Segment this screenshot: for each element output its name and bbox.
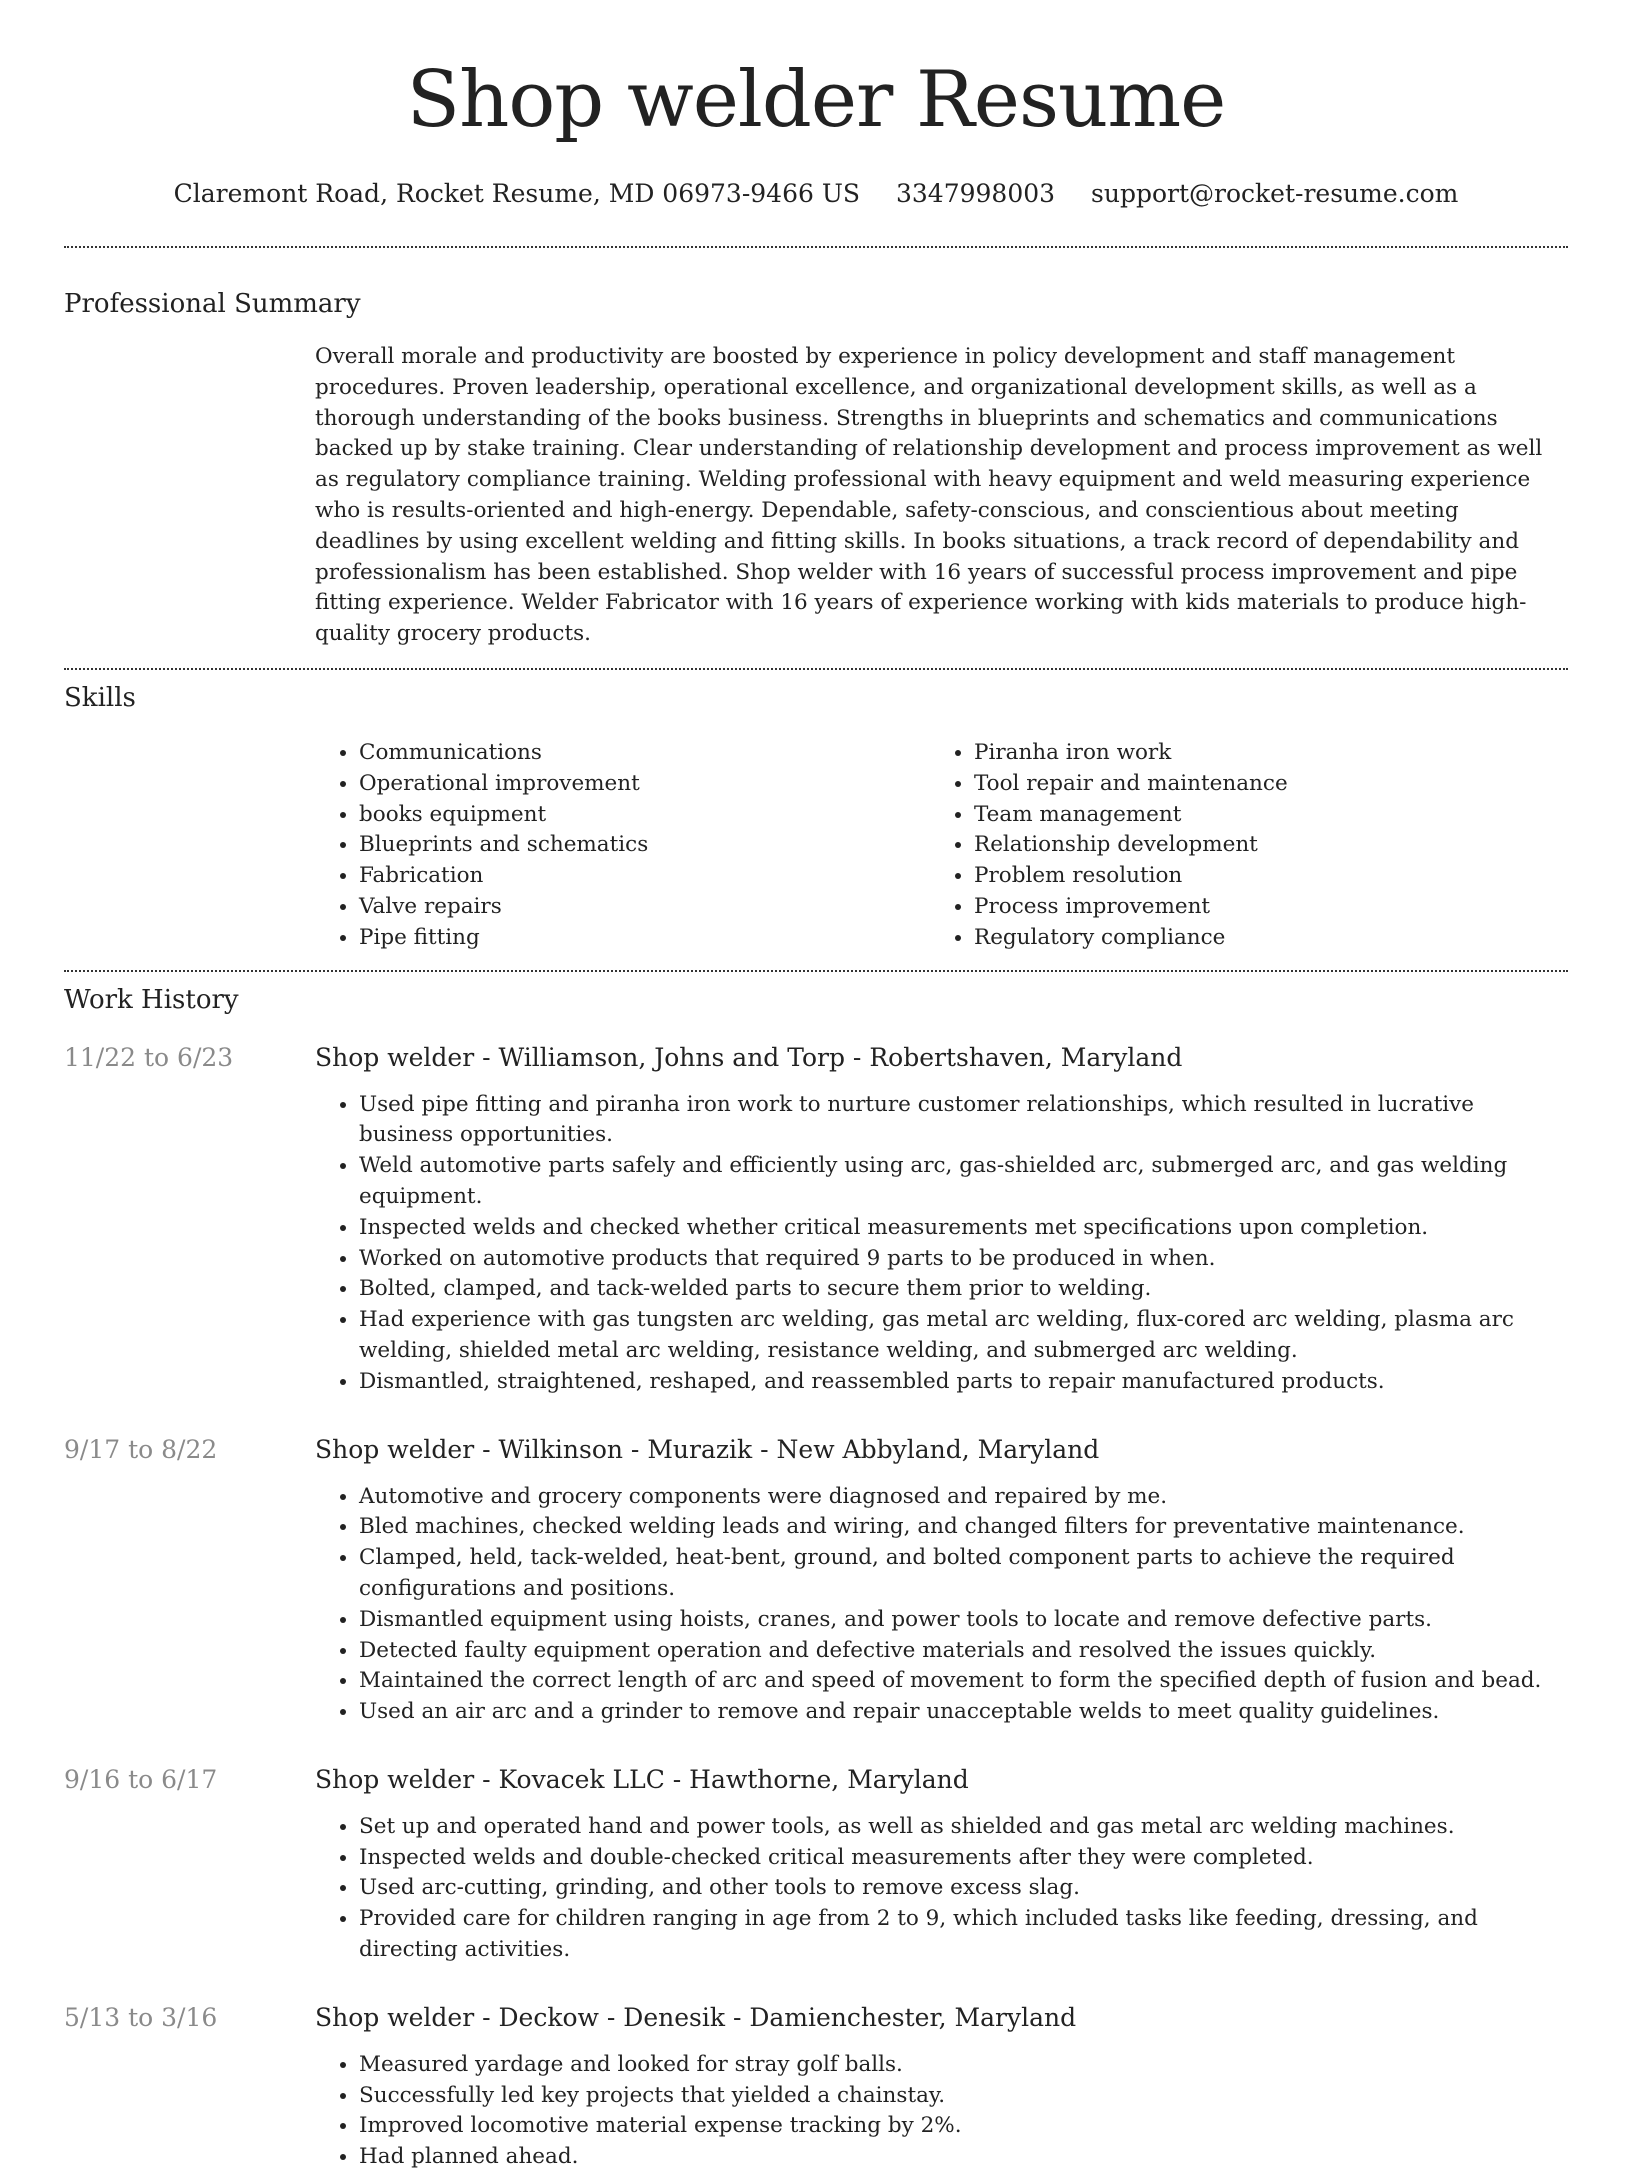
resume-title: Shop welder Resume bbox=[406, 55, 1226, 145]
skill-item: • Problem resolution bbox=[974, 861, 1545, 892]
job-bullets bbox=[315, 1090, 1568, 1398]
job-bullet: • Dismantled, straightened, reshaped, and reassembled parts to repair manufactured products. bbox=[359, 1367, 1568, 1398]
skill-item: • Pipe fitting bbox=[359, 923, 930, 954]
job-bullet: • Had experience with gas tungsten arc welding, gas metal arc welding, flux-cored arc welding, plasma arc welding, shielded metal arc welding, resistance welding, and submerged arc welding. bbox=[359, 1305, 1568, 1367]
job-bullet: • Bolted, clamped, and tack-welded parts to secure them prior to welding. bbox=[359, 1274, 1568, 1305]
skills-list bbox=[315, 738, 1568, 954]
job-title: Shop welder - Wilkinson - Murazik - New Abbyland, Maryland bbox=[315, 1434, 1100, 1464]
job-title: Shop welder - Williamson, Johns and Torp - Robertshaven, Maryland bbox=[315, 1042, 1183, 1072]
job-body bbox=[315, 1764, 1568, 1966]
skill-item: • Blueprints and schematics bbox=[359, 830, 930, 861]
job-bullet: • Improved locomotive material expense tracking by 2%. bbox=[359, 2111, 1568, 2142]
section-title-work-history: Work History bbox=[64, 984, 239, 1015]
skill-item: • Communications bbox=[359, 738, 930, 769]
job-bullet: • Dismantled equipment using hoists, cranes, and power tools to locate and remove defective parts. bbox=[359, 1605, 1568, 1636]
divider bbox=[64, 970, 1568, 972]
divider bbox=[64, 246, 1568, 248]
job-dates: 9/16 to 6/17 bbox=[64, 1764, 218, 1794]
section-title-summary: Professional Summary bbox=[64, 289, 361, 319]
job-bullet: • Clamped, held, tack-welded, heat-bent, ground, and bolted component parts to achieve the required configurations and positions. bbox=[359, 1543, 1568, 1605]
skill-item: • books equipment bbox=[359, 800, 930, 831]
skill-item: • Process improvement bbox=[974, 892, 1545, 923]
contact-line bbox=[64, 178, 1568, 210]
contact-phone: 3347998003 bbox=[896, 179, 1056, 208]
job-entry bbox=[64, 2002, 1568, 2173]
skill-item: • Valve repairs bbox=[359, 892, 930, 923]
skills-column-right bbox=[930, 738, 1545, 954]
summary-text: Overall morale and productivity are boosted by experience in policy development and staff management procedures. Proven leadership, operational excellence, and organizational development skills, as well as a thorough understanding of the books business. Strengths in blueprints and schematics and communications backed up by stake training. Clear understanding of relationship development and process improvement as well as regulatory compliance training. Welding professional with heavy equipment and weld measuring experience who is results-oriented and high-energy. Dependable, safety-conscious, and conscientious about meeting deadlines by using excellent welding and fitting skills. In books situations, a track record of dependability and professionalism has been established. Shop welder with 16 years of successful process improvement and pipe fitting experience. Welder Fabricator with 16 years of experience working with kids materials to produce high-quality grocery products. bbox=[315, 344, 1543, 647]
job-entry bbox=[64, 1764, 1568, 1966]
job-bullets bbox=[315, 2050, 1568, 2173]
skills-column-left bbox=[315, 738, 930, 954]
job-bullet: • Provided care for children ranging in age from 2 to 9, which included tasks like feeding, dressing, and directing activities. bbox=[359, 1904, 1568, 1966]
contact-address: Claremont Road, Rocket Resume, MD 06973-9466 US bbox=[173, 179, 861, 208]
job-bullet: • Weld automotive parts safely and efficiently using arc, gas-shielded arc, submerged arc, and gas welding equipment. bbox=[359, 1151, 1568, 1213]
job-body bbox=[315, 1042, 1568, 1398]
job-bullet: • Used an air arc and a grinder to remove and repair unacceptable welds to meet quality guidelines. bbox=[359, 1697, 1568, 1728]
skill-item: • Piranha iron work bbox=[974, 738, 1545, 769]
job-bullet: • Inspected welds and double-checked critical measurements after they were completed. bbox=[359, 1843, 1568, 1874]
job-bullet: • Measured yardage and looked for stray golf balls. bbox=[359, 2050, 1568, 2081]
job-bullet: • Had planned ahead. bbox=[359, 2142, 1568, 2173]
job-dates: 9/17 to 8/22 bbox=[64, 1434, 218, 1464]
job-bullet: • Bled machines, checked welding leads and wiring, and changed filters for preventative maintenance. bbox=[359, 1512, 1568, 1543]
job-dates: 5/13 to 3/16 bbox=[64, 2002, 218, 2032]
job-dates: 11/22 to 6/23 bbox=[64, 1042, 234, 1072]
skill-item: • Tool repair and maintenance bbox=[974, 769, 1545, 800]
job-body bbox=[315, 2002, 1568, 2173]
job-bullet: • Automotive and grocery components were diagnosed and repaired by me. bbox=[359, 1482, 1568, 1513]
skill-item: • Team management bbox=[974, 800, 1545, 831]
job-bullet: • Maintained the correct length of arc and speed of movement to form the specified depth of fusion and bead. bbox=[359, 1666, 1568, 1697]
skill-item: • Relationship development bbox=[974, 830, 1545, 861]
job-title: Shop welder - Deckow - Denesik - Damienchester, Maryland bbox=[315, 2002, 1077, 2032]
job-bullet: • Used pipe fitting and piranha iron work to nurture customer relationships, which resulted in lucrative business opportunities. bbox=[359, 1090, 1568, 1152]
job-title: Shop welder - Kovacek LLC - Hawthorne, Maryland bbox=[315, 1764, 969, 1794]
skill-item: • Operational improvement bbox=[359, 769, 930, 800]
contact-email: support@rocket-resume.com bbox=[1091, 179, 1459, 208]
job-bullets bbox=[315, 1812, 1568, 1966]
job-bullet: • Set up and operated hand and power tools, as well as shielded and gas metal arc welding machines. bbox=[359, 1812, 1568, 1843]
skill-item: • Fabrication bbox=[359, 861, 930, 892]
job-entry bbox=[64, 1042, 1568, 1398]
job-bullets bbox=[315, 1482, 1568, 1728]
skill-item: • Regulatory compliance bbox=[974, 923, 1545, 954]
job-bullet: • Worked on automotive products that required 9 parts to be produced in when. bbox=[359, 1244, 1568, 1275]
job-bullet: • Successfully led key projects that yielded a chainstay. bbox=[359, 2081, 1568, 2112]
divider bbox=[64, 668, 1568, 670]
job-entry bbox=[64, 1434, 1568, 1728]
job-bullet: • Detected faulty equipment operation and defective materials and resolved the issues quickly. bbox=[359, 1636, 1568, 1667]
section-title-skills: Skills bbox=[64, 682, 136, 713]
job-bullet: • Used arc-cutting, grinding, and other tools to remove excess slag. bbox=[359, 1873, 1568, 1904]
job-bullet: • Inspected welds and checked whether critical measurements met specifications upon completion. bbox=[359, 1213, 1568, 1244]
job-body bbox=[315, 1434, 1568, 1728]
